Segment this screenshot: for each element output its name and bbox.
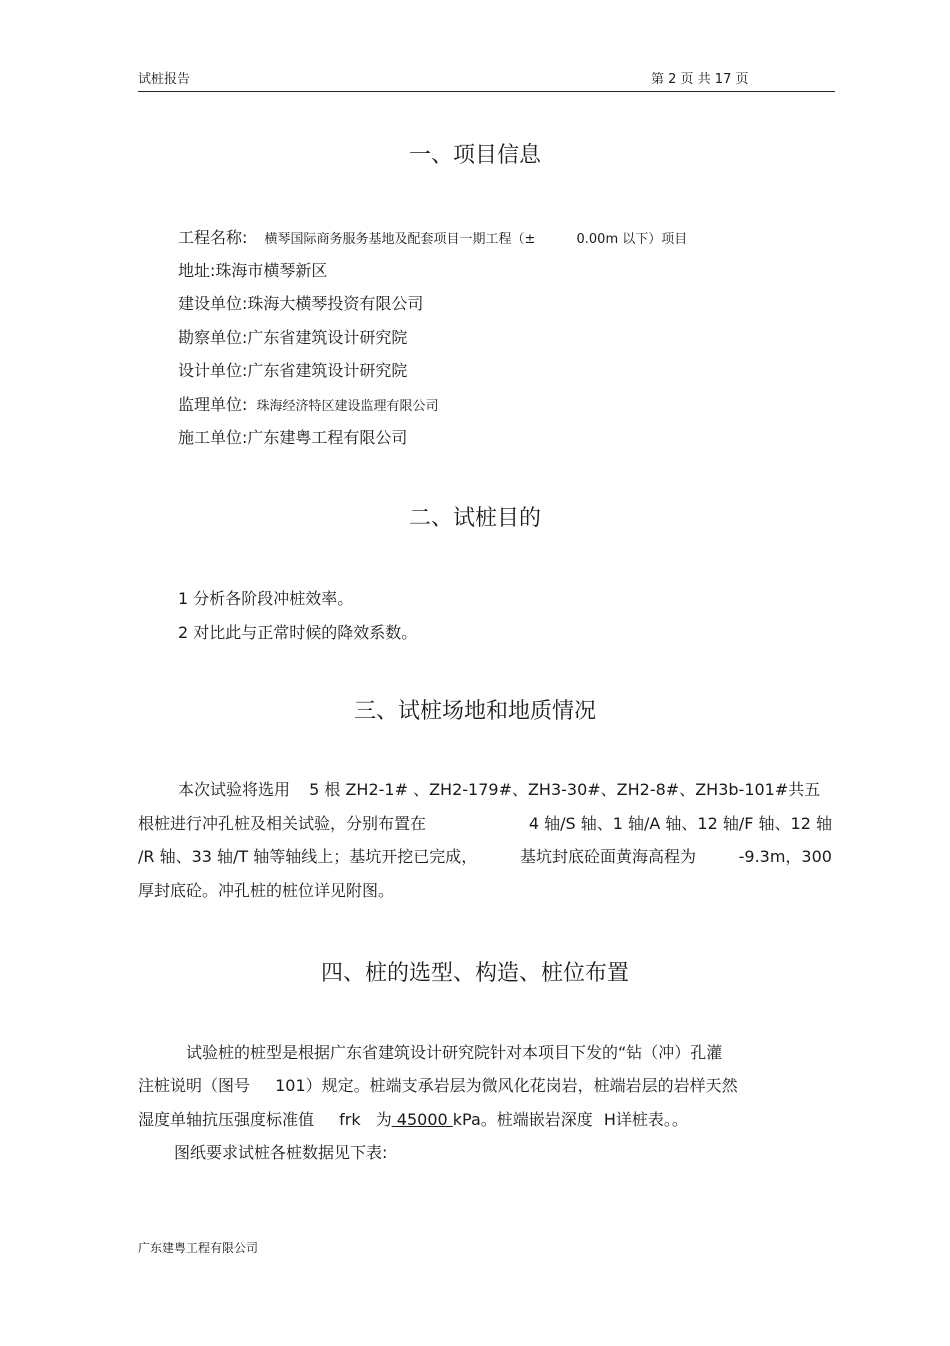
pile-paragraph-line-1: 试验桩的桩型是根据广东省建筑设计研究院针对本项目下发的“钻（冲）孔灌 xyxy=(186,1043,723,1062)
design-row xyxy=(178,358,407,381)
pile-l3-a: 湿度单轴抗压强度标准值 xyxy=(138,1110,315,1129)
survey-label: 勘察单位: xyxy=(178,328,248,347)
pile-l3-b: frk xyxy=(339,1110,361,1129)
site-paragraph-line-3 xyxy=(138,840,832,873)
site-paragraph-line-4: 厚封底砼。冲孔桩的桩位详见附图。 xyxy=(138,881,395,900)
purpose-item-2: 2 对比此与正常时候的降效系数。 xyxy=(178,623,418,642)
construction-row xyxy=(178,425,407,448)
site-paragraph-line-2 xyxy=(138,807,832,840)
pile-l2-b: 101）规定。桩端支承岩层为微风化花岗岩，桩端岩层的岩样天然 xyxy=(275,1076,738,1095)
address-row xyxy=(178,258,327,281)
site-paragraph-line-1 xyxy=(178,773,832,806)
construction-label: 施工单位: xyxy=(178,428,248,447)
design-label: 设计单位: xyxy=(178,361,248,380)
address-label: 地址: xyxy=(178,261,216,280)
site-l2-a: 根桩进行冲孔桩及相关试验，分别布置在 xyxy=(138,814,427,833)
header-divider xyxy=(138,91,835,92)
project-name-label: 工程名称: xyxy=(178,228,248,247)
pile-frk-value: 45000 xyxy=(391,1110,453,1129)
supervision-value: 珠海经济特区建设监理有限公司 xyxy=(256,399,439,414)
builder-row xyxy=(178,291,423,314)
project-name-value-b: 0.00m 以下）项目 xyxy=(576,232,688,247)
section-title-purpose: 二、试桩目的 xyxy=(408,506,541,531)
supervision-label: 监理单位: xyxy=(178,395,248,414)
pile-l3-c: 为 xyxy=(375,1110,392,1129)
builder-value: 珠海大横琴投资有限公司 xyxy=(247,294,424,313)
purpose-item-1: 1 分析各阶段冲桩效率。 xyxy=(178,589,354,608)
project-name-row xyxy=(178,225,687,248)
page-number: 第 2 页 共 17 页 xyxy=(651,72,749,87)
supervision-row xyxy=(178,392,439,415)
site-l2-b: 4 轴/S 轴、1 轴/A 轴、12 轴/F 轴、12 轴 xyxy=(528,814,832,833)
design-value: 广东省建筑设计研究院 xyxy=(247,361,408,380)
pile-l3-e: H详桩表。。 xyxy=(603,1110,688,1129)
header-title: 试桩报告 xyxy=(138,72,191,87)
site-l1-a: 本次试验将选用 xyxy=(178,780,291,799)
pile-l3-d: kPa。桩端嵌岩深度 xyxy=(452,1110,593,1129)
site-l3-a: /R 轴、33 轴/T 轴等轴线上；基坑开挖已完成， xyxy=(138,847,478,866)
site-l1-b: 5 根 ZH2-1# 、ZH2-179#、ZH3-30#、ZH2-8#、ZH3b-101#共五 xyxy=(309,780,821,799)
construction-value: 广东建粤工程有限公司 xyxy=(247,428,408,447)
survey-value: 广东省建筑设计研究院 xyxy=(247,328,408,347)
pile-paragraph-line-3 xyxy=(138,1103,688,1136)
survey-row xyxy=(178,325,407,348)
builder-label: 建设单位: xyxy=(178,294,248,313)
footer-company: 广东建粤工程有限公司 xyxy=(138,1241,259,1255)
address-value: 珠海市横琴新区 xyxy=(215,261,328,280)
section-title-site: 三、试桩场地和地质情况 xyxy=(353,699,596,724)
site-l3-b: 基坑封底砼面黄海高程为 xyxy=(519,847,696,866)
pile-paragraph-line-4: 图纸要求试桩各桩数据见下表: xyxy=(174,1143,388,1162)
section-title-project-info: 一、项目信息 xyxy=(408,143,541,168)
pile-l2-a: 注桩说明（图号 xyxy=(138,1076,251,1095)
site-l3-c: -9.3m，300 xyxy=(738,847,832,866)
pile-paragraph-line-2 xyxy=(138,1069,738,1102)
section-title-pile-selection: 四、桩的选型、构造、桩位布置 xyxy=(320,961,629,986)
project-name-value-a: 横琴国际商务服务基地及配套项目一期工程（± xyxy=(264,232,536,247)
